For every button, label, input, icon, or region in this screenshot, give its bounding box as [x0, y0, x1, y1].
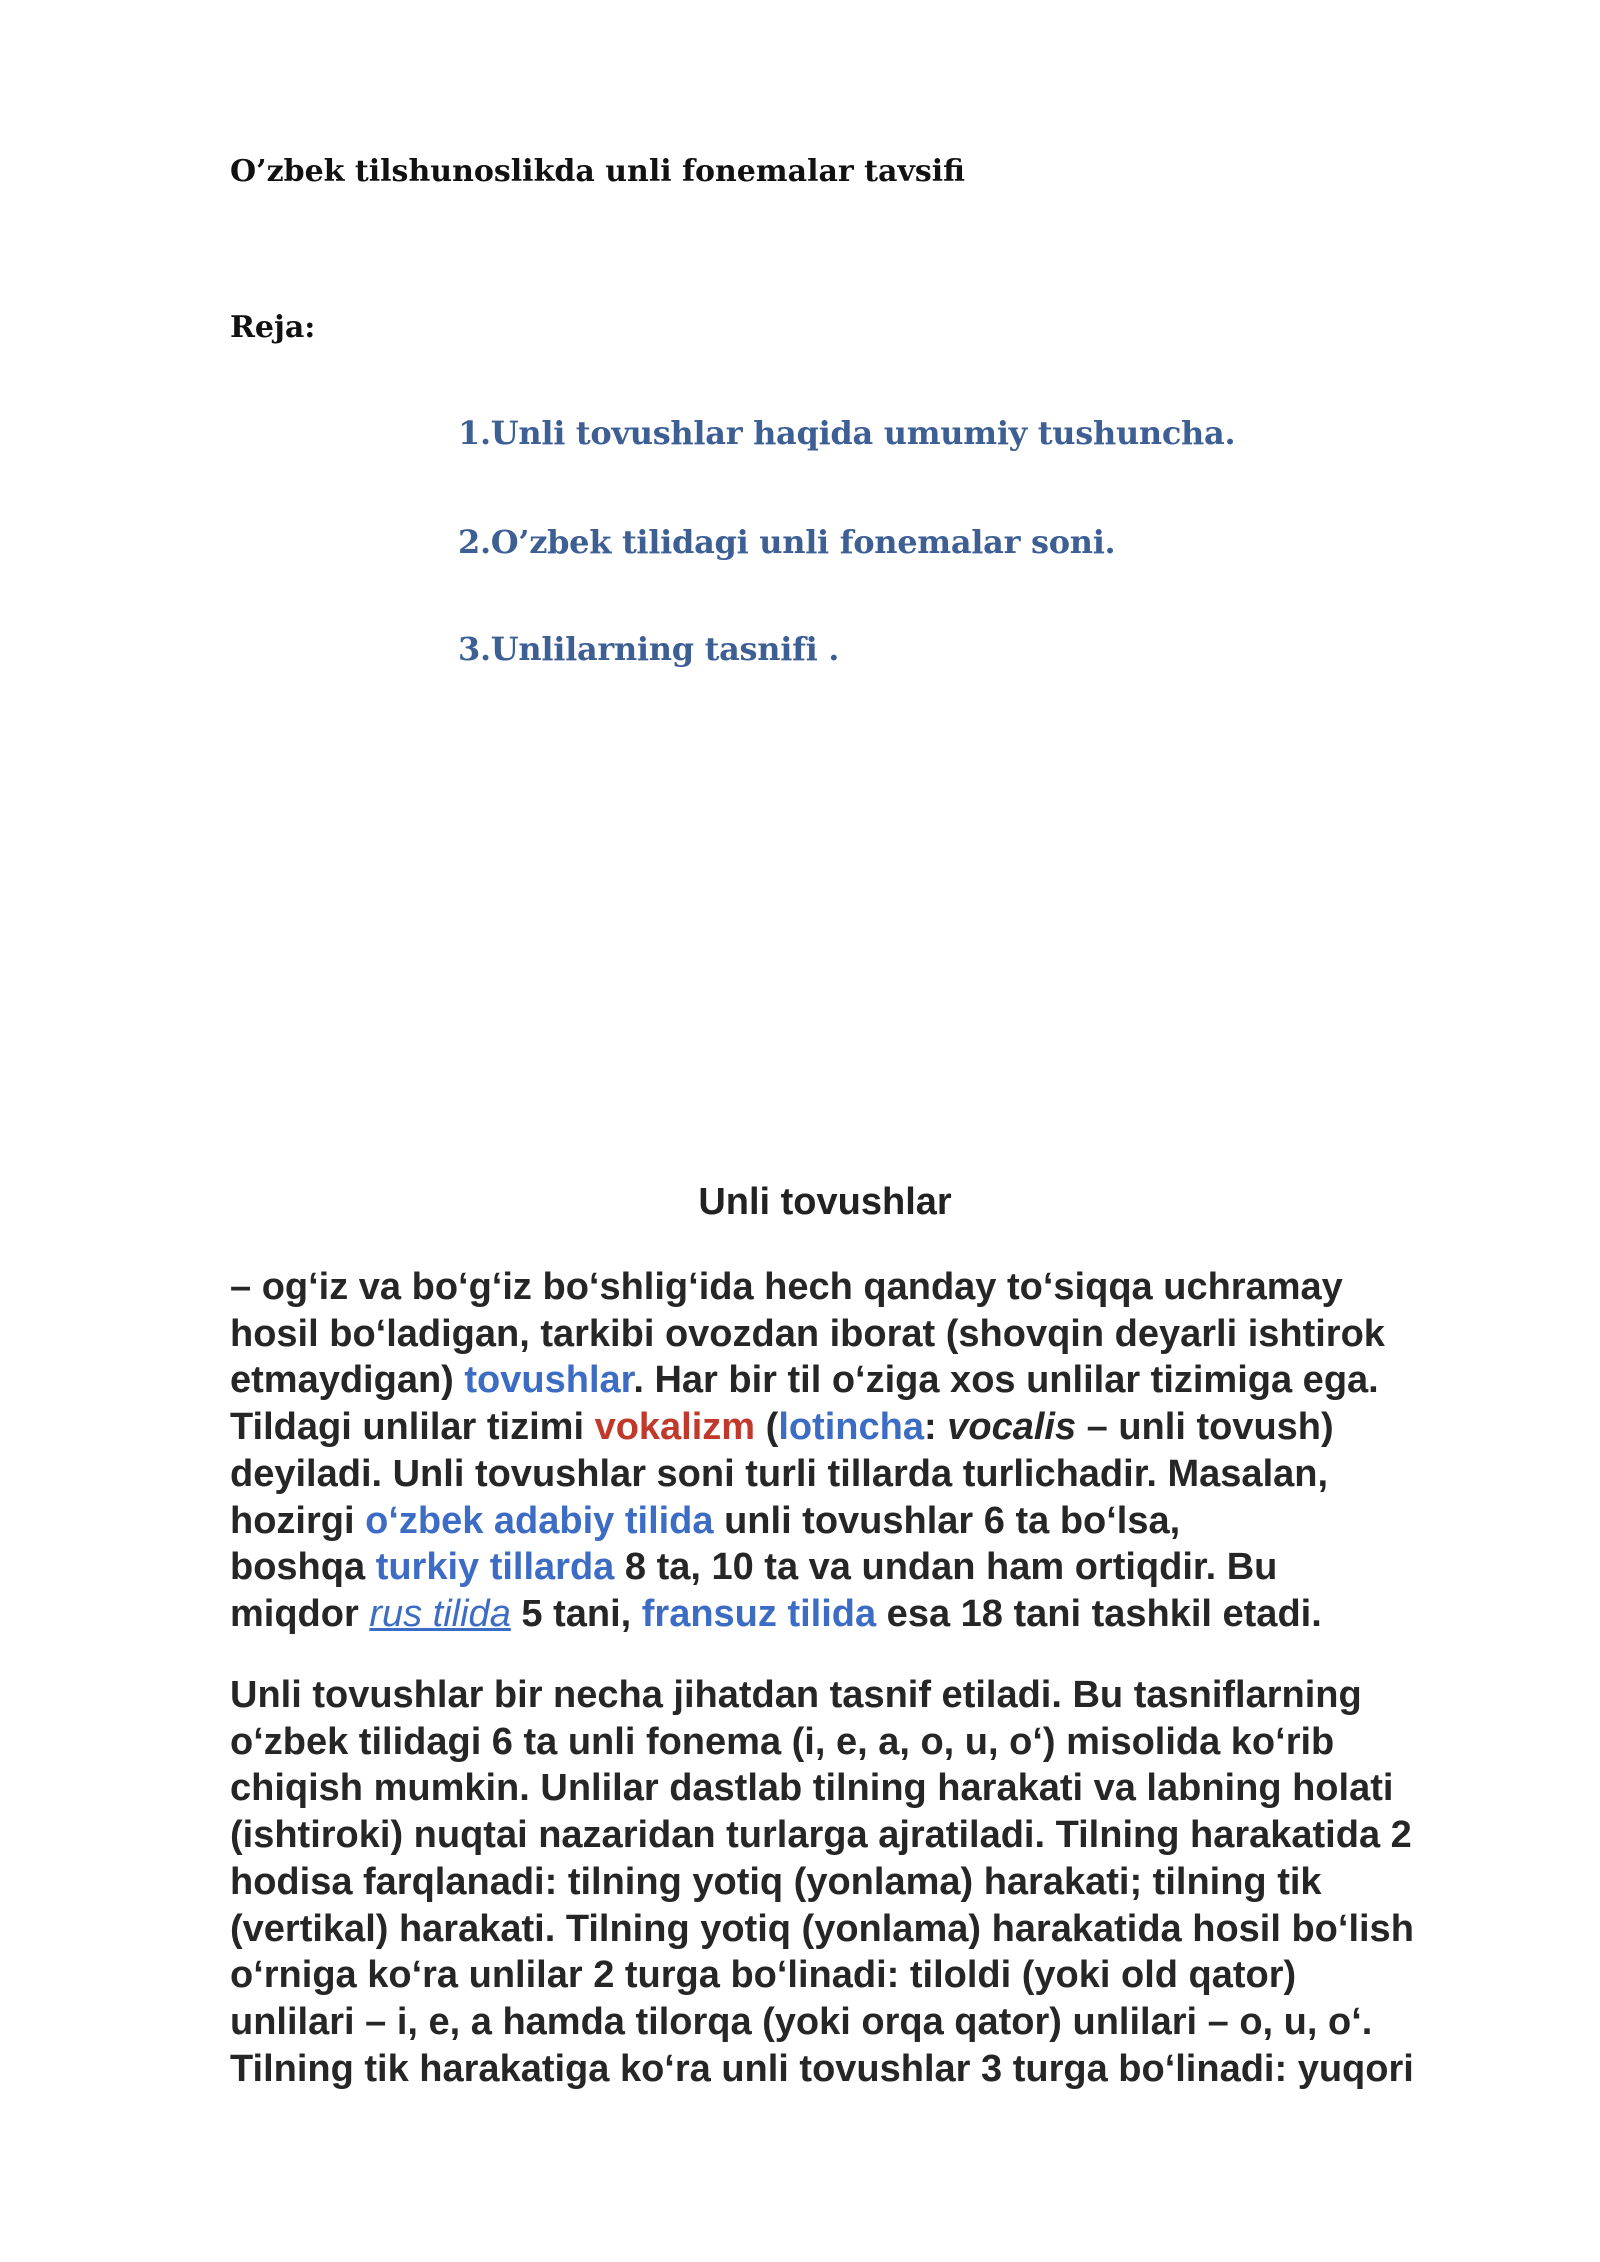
text-run: unli tovushlar 6 ta boʻlsa,	[713, 1499, 1181, 1542]
text-line: oʻzbek tilidagi 6 ta unli fonema (i, e, a, o, u, oʻ) misolida koʻrib	[230, 1720, 1335, 1763]
link-turkiy-tillarda[interactable]: turkiy tillarda	[375, 1546, 615, 1589]
text-run: :	[924, 1406, 948, 1449]
text-run: miqdor	[230, 1592, 370, 1635]
text-line: Unli tovushlar bir necha jihatdan tasnif etiladi. Bu tasniflarning	[230, 1674, 1362, 1716]
plan-heading: Reja:	[230, 310, 316, 345]
text-line: Tilning tik harakatiga koʻra unli tovushlar 3 turga boʻlinadi: yuqori	[230, 2047, 1414, 2090]
text-line	[230, 1311, 1530, 1358]
text-run: etmaydigan)	[230, 1359, 465, 1402]
text-line	[230, 1264, 1530, 1311]
text-line: hodisa farqlanadi: tilning yotiq (yonlama) harakati; tilning tik	[230, 1860, 1322, 1903]
link-ozbek-adabiy-tilida[interactable]: oʻzbek adabiy tilida	[365, 1499, 714, 1542]
text-run: esa 18 tani tashkil etadi.	[876, 1592, 1322, 1635]
link-tovushlar[interactable]: tovushlar	[464, 1359, 634, 1402]
section-heading: Unli tovushlar	[698, 1181, 952, 1223]
link-vokalizm[interactable]: vokalizm	[594, 1406, 756, 1449]
text-line: chiqish mumkin. Unlilar dastlab tilning harakati va labning holati	[230, 1767, 1394, 1810]
italic-term: vocalis	[947, 1406, 1077, 1449]
text-run: 5 tani,	[510, 1592, 642, 1635]
text-run: hosil boʻladigan, tarkibi ovozdan iborat (shovqin deyarli ishtirok	[230, 1312, 1385, 1355]
text-line: unlilari – i, e, a hamda tilorqa (yoki orqa qator) unlilari – o, u, oʻ.	[230, 2000, 1373, 2043]
text-line	[230, 1498, 1530, 1545]
text-run: boshqa	[230, 1546, 376, 1589]
text-line: (ishtiroki) nuqtai nazaridan turlarga ajratiladi. Tilning harakatida 2	[230, 1814, 1412, 1857]
link-lotincha[interactable]: lotincha	[778, 1406, 924, 1449]
text-run: – unli tovush)	[1076, 1406, 1334, 1449]
text-line: (vertikal) harakati. Tilning yotiq (yonlama) harakatida hosil boʻlish	[230, 1907, 1414, 1950]
paragraph-classification	[230, 1672, 1530, 2092]
text-run: . Har bir til oʻziga xos unlilar tizimiga ega.	[633, 1359, 1379, 1402]
text-line	[230, 1357, 1530, 1404]
text-line: oʻrniga koʻra unlilar 2 turga boʻlinadi: tiloldi (yoki old qator)	[230, 1954, 1297, 1997]
plan-item: 1.Unli tovushlar haqida umumiy tushuncha.	[458, 414, 1236, 452]
plan-item: 2.O’zbek tilidagi unli fonemalar soni.	[458, 523, 1116, 561]
document-title: O’zbek tilshunoslikda unli fonemalar tavsifi	[230, 154, 965, 189]
text-run: (	[755, 1406, 779, 1449]
text-run: deyiladi. Unli tovushlar soni turli tillarda turlichadir. Masalan,	[230, 1452, 1329, 1495]
text-run: 8 ta, 10 ta va undan ham ortiqdir. Bu	[614, 1546, 1278, 1589]
text-run: Tildagi unlilar tizimi	[230, 1406, 595, 1449]
text-line	[230, 1544, 1530, 1591]
link-fransuz-tilida[interactable]: fransuz tilida	[641, 1592, 877, 1635]
text-line	[230, 1404, 1530, 1451]
text-run: – ogʻiz va boʻgʻiz boʻshligʻida hech qanday toʻsiqqa uchramay	[230, 1266, 1343, 1308]
paragraph-definition	[230, 1264, 1530, 1638]
plan-item: 3.Unlilarning tasnifi .	[458, 630, 840, 668]
text-line	[230, 1591, 1530, 1638]
text-line	[230, 1451, 1530, 1498]
text-run: hozirgi	[230, 1499, 366, 1542]
link-rus-tilida[interactable]: rus tilida	[369, 1592, 511, 1635]
